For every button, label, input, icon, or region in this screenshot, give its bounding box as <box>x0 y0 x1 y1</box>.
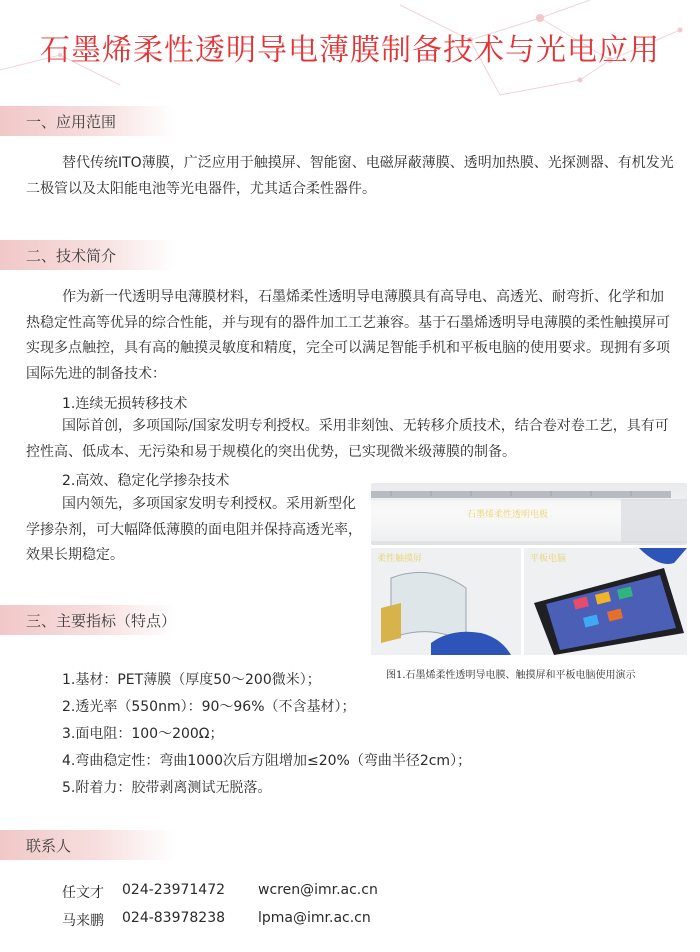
spec-item: 1.基材：PET薄膜（厚度50～200微米）； <box>62 672 321 688</box>
contact-email[interactable]: lpma@imr.ac.cn <box>258 910 371 926</box>
section-header-intro <box>0 240 175 270</box>
tablet-photo <box>524 548 687 655</box>
tablet-illustration <box>524 548 687 655</box>
contact-phone: 024-23971472 <box>122 882 226 898</box>
spec-item: 3.面电阻：100～200Ω； <box>62 726 224 742</box>
contact-name: 马来鹏 <box>62 913 104 929</box>
section-title: 联系人 <box>26 837 72 855</box>
intro-paragraph: 作为新一代透明导电薄膜材料，石墨烯柔性透明导电薄膜具有高导电、高透光、耐弯折、化学和加热稳定性高等优异的综合性能，并与现有的器件加工工艺兼容。基于石墨烯透明导电薄膜的柔性触摸屏可实现多点触控，具有高的触摸灵敏度和精度，完全可以满足智能手机和平板电脑的使用要求。现拥有多项国际先进的制备技术： <box>26 289 670 382</box>
section-header-scope <box>0 106 175 136</box>
section-header-specs <box>0 605 175 635</box>
touchscreen-illustration <box>371 548 521 655</box>
graphene-film-photo <box>371 483 687 545</box>
spec-item: 5.附着力：胶带剥离测试无脱落。 <box>62 780 272 796</box>
tech2-title: 2.高效、稳定化学掺杂技术 <box>62 473 230 489</box>
flexible-touchscreen-photo <box>371 548 521 655</box>
film-label: 石墨烯柔性透明电极 <box>467 510 549 520</box>
tablet-label: 平板电脑 <box>530 554 567 564</box>
figure-caption: 图1.石墨烯柔性透明导电膜、触摸屏和平板电脑使用演示 <box>386 670 636 681</box>
spec-item: 2.透光率（550nm）：90～96%（不含基材）； <box>62 699 356 715</box>
section-header-contact <box>0 830 175 860</box>
spec-item: 4.弯曲稳定性：弯曲1000次后方阻增加≤20%（弯曲半径2cm）； <box>62 753 472 769</box>
section-title: 三、主要指标（特点） <box>26 612 177 630</box>
tech1-title: 1.连续无损转移技术 <box>62 396 188 412</box>
section-title: 一、应用范围 <box>26 113 117 131</box>
contact-email[interactable]: wcren@imr.ac.cn <box>258 882 378 898</box>
scope-paragraph: 替代传统ITO薄膜，广泛应用于触摸屏、智能窗、电磁屏蔽薄膜、透明加热膜、光探测器、有机发光二极管以及太阳能电池等光电器件，尤其适合柔性器件。 <box>26 155 674 197</box>
touchscreen-label: 柔性触摸屏 <box>377 554 423 564</box>
contact-phone: 024-83978238 <box>122 910 226 926</box>
tech1-paragraph: 国际首创，多项国际/国家发明专利授权。采用非刻蚀、无转移介质技术，结合卷对卷工艺，具有可控性高、低成本、无污染和易于规模化的突出优势，已实现微米级薄膜的制备。 <box>26 418 669 460</box>
page-title: 石墨烯柔性透明导电薄膜制备技术与光电应用 <box>40 33 660 68</box>
tech2-paragraph: 国内领先，多项国家发明专利授权。采用新型化学掺杂剂，可大幅降低薄膜的面电阻并保持高透光率，效果长期稳定。 <box>26 496 362 563</box>
section-title: 二、技术简介 <box>26 247 117 265</box>
contact-name: 任文才 <box>62 885 104 901</box>
